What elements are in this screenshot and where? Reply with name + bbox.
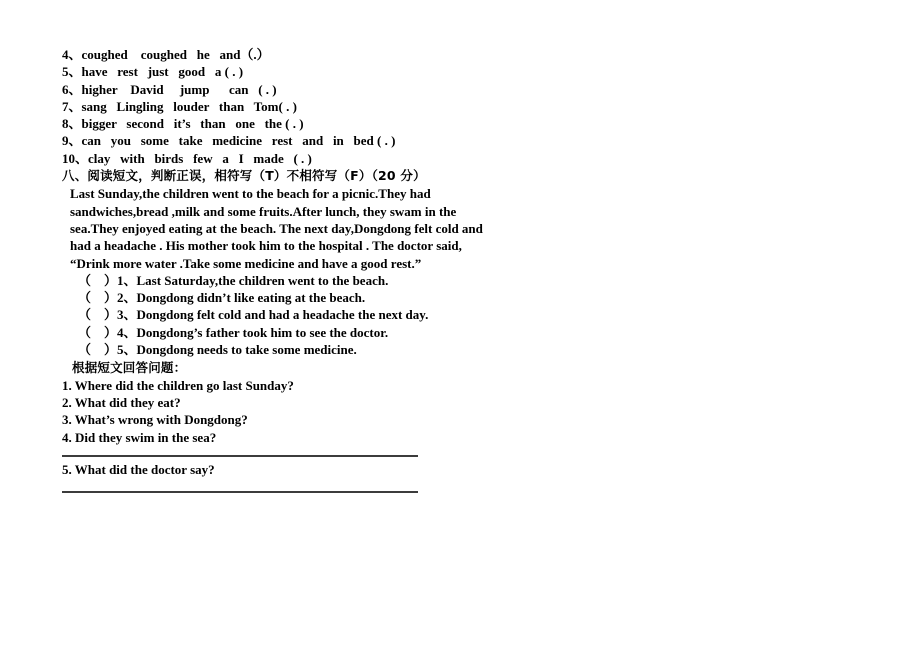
true-false-item-list xyxy=(62,272,880,358)
answer-blank-line xyxy=(62,455,418,457)
reading-section-heading: 八、阅读短文，判断正误，相符写（T）不相符写（F）（20 分） xyxy=(62,168,426,184)
comprehension-question-list xyxy=(62,377,880,446)
answer-questions-heading: 根据短文回答问题： xyxy=(72,360,187,376)
true-false-item: （ ）2、Dongdong didn’t like eating at the beach. xyxy=(78,290,366,306)
true-false-item: （ ）4、Dongdong’s father took him to see the doctor. xyxy=(78,324,389,340)
comprehension-question: 3. What’s wrong with Dongdong? xyxy=(62,412,248,428)
word-order-line: 6、higher David jump can ( . ) xyxy=(62,81,277,97)
word-order-line: 9、can you some take medicine rest and in bed ( . ) xyxy=(62,133,396,149)
comprehension-question-5: 5. What did the doctor say? xyxy=(62,461,215,477)
word-order-line: 10、clay with birds few a I made ( . ) xyxy=(62,150,312,166)
true-false-item: （ ）3、Dongdong felt cold and had a headache the next day. xyxy=(78,307,429,323)
word-order-line: 8、bigger second it’s than one the ( . ) xyxy=(62,116,304,132)
true-false-item: （ ）5、Dongdong needs to take some medicine. xyxy=(78,342,357,358)
word-order-line: 4、coughed coughed he and（.） xyxy=(62,47,270,62)
reading-passage xyxy=(62,185,880,271)
comprehension-question: 1. Where did the children go last Sunday? xyxy=(62,377,294,393)
passage-line: sandwiches,bread ,milk and some fruits.After lunch, they swam in the xyxy=(70,203,457,219)
word-order-line: 7、sang Lingling louder than Tom( . ) xyxy=(62,98,297,114)
passage-line: had a headache . His mother took him to the hospital . The doctor said, xyxy=(70,238,462,254)
passage-line: “Drink more water .Take some medicine and have a good rest.” xyxy=(70,255,422,271)
word-order-question-list xyxy=(62,46,880,167)
comprehension-question: 4. Did they swim in the sea? xyxy=(62,429,217,445)
passage-line: sea.They enjoyed eating at the beach. The next day,Dongdong felt cold and xyxy=(70,220,483,236)
word-order-line: 5、have rest just good a ( . ) xyxy=(62,64,244,80)
answer-blank-line xyxy=(62,491,418,493)
comprehension-question: 2. What did they eat? xyxy=(62,394,181,410)
true-false-item: （ ）1、Last Saturday,the children went to the beach. xyxy=(78,272,389,288)
passage-line: Last Sunday,the children went to the beach for a picnic.They had xyxy=(70,186,431,202)
